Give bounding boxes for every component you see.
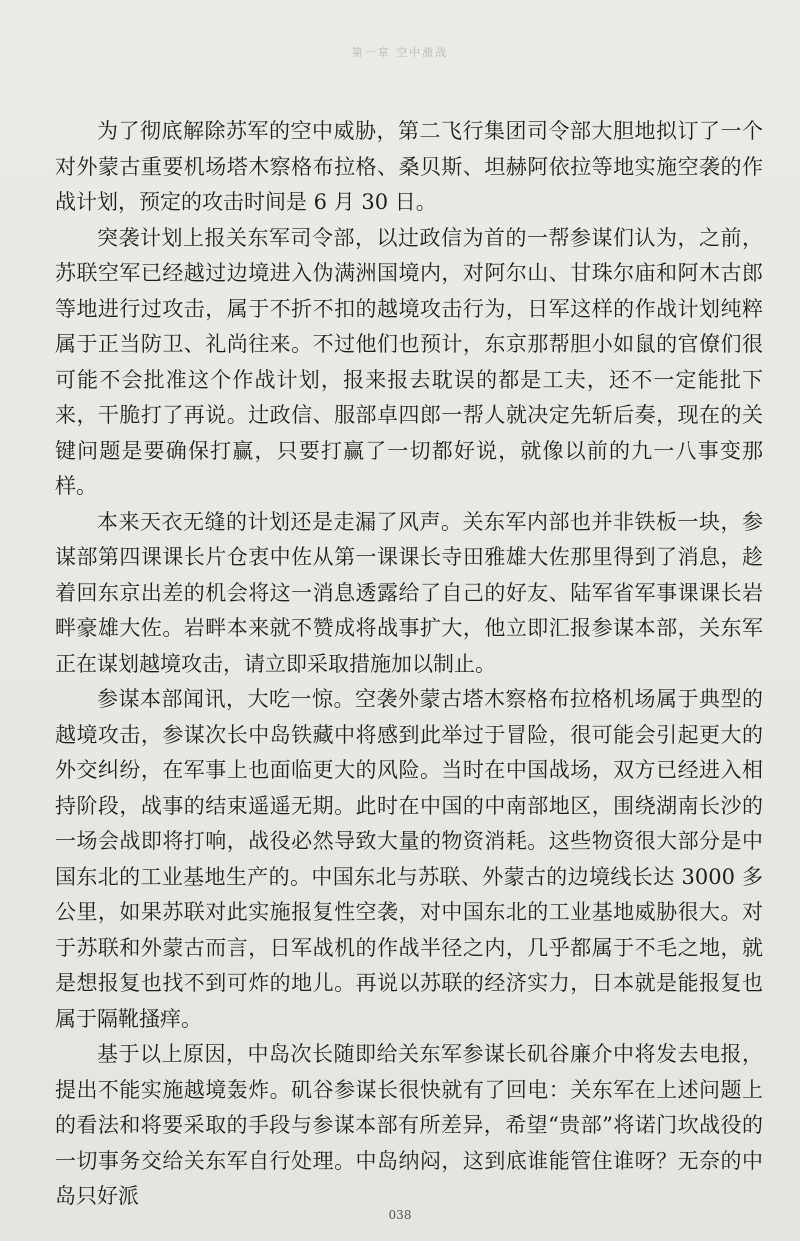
paragraph-1: 为了彻底解除苏军的空中威胁，第二飞行集团司令部大胆地拟订了一个对外蒙古重要机场塔木察格布拉格、桑贝斯、坦赫阿依拉等地实施空袭的作战计划，预定的攻击时间是 6 月 30 日。: [55, 119, 763, 214]
body-text: [55, 114, 763, 1215]
page-number: 038: [388, 1208, 412, 1222]
paragraph-4: 参谋本部闻讯，大吃一惊。空袭外蒙古塔木察格布拉格机场属于典型的越境攻击，参谋次长中岛铁藏中将感到此举过于冒险，很可能会引起更大的外交纠纷，在军事上也面临更大的风险。当时在中国战场，双方已经进入相持阶段，战事的结束遥遥无期。此时在中国的中南部地区，围绕湖南长沙的一场会战即将打响，战役必然导致大量的物资消耗。这些物资很大部分是中国东北的工业基地生产的。中国东北与苏联、外蒙古的边境线长达 3000 多公里，如果苏联对此实施报复性空袭，对中国东北的工业基地威胁很大。对于苏联和外蒙古而言，日军战机的作战半径之内，几乎都属于不毛之地，就是想报复也找不到可炸的地儿。再说以苏联的经济实力，日本就是能报复也属于隔靴搔痒。: [55, 687, 763, 1031]
running-header: 第一章 空中激战: [351, 46, 449, 59]
paragraph-5: 基于以上原因，中岛次长随即给关东军参谋长矶谷廉介中将发去电报，提出不能实施越境轰炸。矶谷参谋长很快就有了回电：关东军在上述问题上的看法和将要采取的手段与参谋本部有所差异，希望“贵部”将诺门坎战役的一切事务交给关东军自行处理。中岛纳闷，这到底谁能管住谁呀？无奈的中岛只好派: [55, 1042, 763, 1208]
paragraph-2: 突袭计划上报关东军司令部，以辻政信为首的一帮参谋们认为，之前，苏联空军已经越过边境进入伪满洲国境内，对阿尔山、甘珠尔庙和阿木古郎等地进行过攻击，属于不折不扣的越境攻击行为，日军这样的作战计划纯粹属于正当防卫、礼尚往来。不过他们也预计，东京那帮胆小如鼠的官僚们很可能不会批准这个作战计划，报来报去耽误的都是工夫，还不一定能批下来，干脆打了再说。辻政信、服部卓四郎一帮人就决定先斩后奏，现在的关键问题是要确保打赢，只要打赢了一切都好说，就像以前的九一八事变那样。: [55, 225, 763, 498]
paragraph-3: 本来天衣无缝的计划还是走漏了风声。关东军内部也并非铁板一块，参谋部第四课课长片仓衷中佐从第一课课长寺田雅雄大佐那里得到了消息，趁着回东京出差的机会将这一消息透露给了自己的好友、陆军省军事课课长岩畔豪雄大佐。岩畔本来就不赞成将战事扩大，他立即汇报参谋本部，关东军正在谋划越境攻击，请立即采取措施加以制止。: [55, 509, 763, 676]
